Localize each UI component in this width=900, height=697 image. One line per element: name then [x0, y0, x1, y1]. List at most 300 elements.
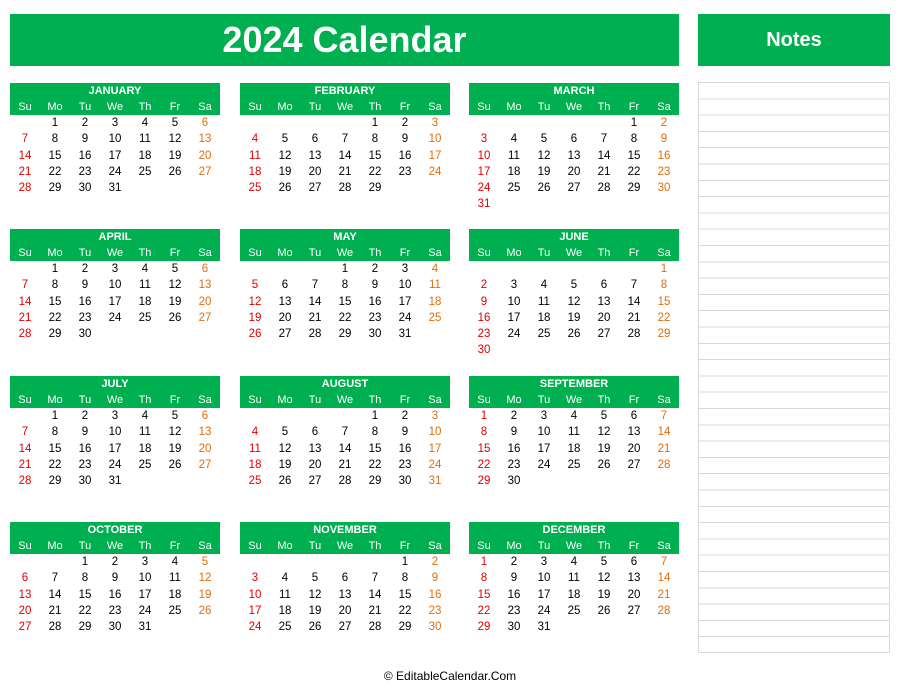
- day-cell: 22: [48, 458, 62, 471]
- day-cell: 30: [398, 475, 412, 488]
- day-cell: 19: [168, 295, 182, 308]
- weekday-label: We: [336, 540, 354, 552]
- weekday-label: Mo: [47, 247, 63, 259]
- day-cell: 21: [18, 311, 32, 324]
- weekday-label: Fr: [628, 247, 640, 259]
- week-row: [469, 326, 679, 342]
- empty-cell: [190, 326, 220, 342]
- empty-cell: [649, 342, 679, 358]
- day-cell: 22: [627, 165, 641, 178]
- day-cell: 11: [538, 295, 550, 308]
- calendar-title: 2024 Calendar: [10, 14, 679, 66]
- day-cell: 8: [630, 133, 638, 146]
- day-cell: 24: [537, 458, 551, 471]
- day-cell: 23: [477, 328, 491, 341]
- weekday-label: Th: [138, 540, 152, 552]
- day-cell: 8: [401, 572, 409, 585]
- month-name: OCTOBER: [10, 522, 220, 538]
- empty-cell: [130, 326, 160, 342]
- weekday-label: We: [336, 101, 354, 113]
- week-row: [469, 424, 679, 440]
- empty-cell: [529, 473, 559, 489]
- day-cell: 6: [311, 133, 319, 146]
- week-row: [469, 148, 679, 164]
- empty-cell: [240, 408, 270, 424]
- day-cell: 11: [139, 133, 151, 146]
- weekday-label: Tu: [308, 394, 322, 406]
- day-cell: 25: [428, 311, 442, 324]
- month-june: [469, 229, 679, 359]
- day-cell: 25: [537, 328, 551, 341]
- day-cell: 3: [431, 117, 439, 129]
- day-cell: 29: [48, 328, 62, 341]
- weekday-label: Th: [368, 394, 382, 406]
- day-cell: 10: [507, 295, 521, 308]
- empty-cell: [589, 342, 619, 358]
- weekday-label: We: [336, 247, 354, 259]
- week-row: [469, 408, 679, 424]
- week-row: [240, 473, 450, 489]
- weekday-label: Tu: [78, 394, 92, 406]
- day-cell: 27: [567, 182, 581, 195]
- weekday-label: Tu: [78, 247, 92, 259]
- day-cell: 29: [338, 328, 352, 341]
- month-february: [240, 83, 450, 196]
- month-january: [10, 83, 220, 196]
- day-cell: 2: [111, 556, 119, 568]
- day-cell: 1: [630, 117, 638, 129]
- month-name: FEBRUARY: [240, 83, 450, 99]
- week-row: [469, 342, 679, 358]
- day-cell: 9: [81, 279, 89, 292]
- day-cell: 1: [371, 410, 379, 422]
- day-cell: 29: [48, 475, 62, 488]
- week-row: [469, 570, 679, 586]
- day-cell: 22: [368, 165, 382, 178]
- month-name: DECEMBER: [469, 522, 679, 538]
- weekday-label: We: [565, 540, 583, 552]
- weekday-label: Fr: [169, 101, 181, 113]
- day-cell: 20: [597, 311, 611, 324]
- empty-cell: [10, 261, 40, 277]
- empty-cell: [420, 326, 450, 342]
- day-cell: 10: [108, 133, 122, 146]
- day-cell: 10: [537, 426, 551, 439]
- day-cell: 3: [540, 556, 548, 568]
- day-cell: 20: [338, 604, 352, 617]
- empty-cell: [160, 619, 190, 635]
- day-cell: 12: [278, 442, 292, 455]
- day-cell: 24: [108, 165, 122, 178]
- empty-cell: [270, 408, 300, 424]
- day-cell: 10: [398, 279, 412, 292]
- day-cell: 4: [251, 133, 259, 146]
- empty-cell: [589, 196, 619, 212]
- day-cell: 19: [567, 311, 581, 324]
- day-cell: 7: [21, 279, 29, 292]
- weekday-label: Th: [138, 101, 152, 113]
- week-row: [10, 457, 220, 473]
- day-cell: 31: [477, 198, 491, 211]
- day-cell: 28: [657, 604, 671, 617]
- empty-cell: [649, 196, 679, 212]
- day-cell: 16: [398, 149, 412, 162]
- day-cell: 19: [278, 165, 292, 178]
- weekday-header: [240, 538, 450, 554]
- month-march: [469, 83, 679, 213]
- weekday-label: Su: [248, 394, 262, 406]
- day-cell: 20: [198, 442, 212, 455]
- day-cell: 15: [368, 442, 382, 455]
- weekday-label: Mo: [506, 394, 522, 406]
- day-cell: 6: [600, 279, 608, 292]
- day-cell: 26: [168, 165, 182, 178]
- week-row: [469, 603, 679, 619]
- day-cell: 20: [308, 165, 322, 178]
- day-cell: 30: [78, 475, 92, 488]
- month-name: MAY: [240, 229, 450, 245]
- day-cell: 21: [48, 604, 62, 617]
- day-cell: 7: [600, 133, 608, 146]
- weekday-label: Th: [597, 101, 611, 113]
- day-cell: 6: [570, 133, 578, 146]
- empty-cell: [190, 619, 220, 635]
- day-cell: 18: [278, 604, 292, 617]
- day-cell: 23: [78, 165, 92, 178]
- day-cell: 28: [308, 328, 322, 341]
- day-cell: 13: [567, 149, 581, 162]
- day-cell: 8: [81, 572, 89, 585]
- day-cell: 23: [398, 458, 412, 471]
- day-cell: 11: [139, 279, 151, 292]
- day-cell: 18: [248, 458, 262, 471]
- empty-cell: [559, 115, 589, 131]
- empty-cell: [619, 473, 649, 489]
- day-cell: 3: [480, 133, 488, 146]
- empty-cell: [559, 619, 589, 635]
- day-cell: 2: [371, 263, 379, 275]
- empty-cell: [589, 619, 619, 635]
- day-cell: 16: [428, 588, 442, 601]
- day-cell: 16: [368, 295, 382, 308]
- day-cell: 5: [201, 556, 209, 568]
- day-cell: 4: [251, 426, 259, 439]
- day-cell: 2: [431, 556, 439, 568]
- weekday-label: Th: [597, 247, 611, 259]
- day-cell: 5: [281, 426, 289, 439]
- week-row: [240, 164, 450, 180]
- day-cell: 15: [78, 588, 92, 601]
- day-cell: 18: [248, 165, 262, 178]
- day-cell: 17: [398, 295, 412, 308]
- day-cell: 19: [308, 604, 322, 617]
- weekday-label: Su: [477, 247, 491, 259]
- week-row: [10, 554, 220, 570]
- weekday-label: Tu: [537, 394, 551, 406]
- day-cell: 2: [81, 263, 89, 275]
- empty-cell: [330, 408, 360, 424]
- empty-cell: [300, 115, 330, 131]
- weekday-label: Mo: [277, 394, 293, 406]
- weekday-label: Sa: [428, 247, 442, 259]
- month-name: SEPTEMBER: [469, 376, 679, 392]
- week-row: [10, 587, 220, 603]
- day-cell: 11: [249, 442, 261, 455]
- empty-cell: [589, 261, 619, 277]
- day-cell: 17: [507, 311, 521, 324]
- weekday-header: [469, 99, 679, 115]
- day-cell: 16: [507, 442, 521, 455]
- day-cell: 14: [627, 295, 641, 308]
- day-cell: 6: [201, 117, 209, 129]
- day-cell: 31: [537, 621, 551, 634]
- day-cell: 7: [630, 279, 638, 292]
- day-cell: 28: [597, 182, 611, 195]
- day-cell: 17: [477, 165, 491, 178]
- empty-cell: [300, 408, 330, 424]
- day-cell: 6: [311, 426, 319, 439]
- day-cell: 30: [78, 328, 92, 341]
- weekday-label: Tu: [308, 247, 322, 259]
- day-cell: 23: [78, 458, 92, 471]
- month-name: JANUARY: [10, 83, 220, 99]
- weekday-label: Fr: [628, 101, 640, 113]
- day-cell: 1: [480, 410, 488, 422]
- day-cell: 10: [537, 572, 551, 585]
- empty-cell: [529, 342, 559, 358]
- day-cell: 1: [51, 263, 59, 275]
- day-cell: 29: [78, 621, 92, 634]
- day-cell: 11: [568, 572, 580, 585]
- day-cell: 21: [338, 165, 352, 178]
- month-name: AUGUST: [240, 376, 450, 392]
- empty-cell: [10, 554, 40, 570]
- day-cell: 24: [428, 165, 442, 178]
- day-cell: 15: [657, 295, 671, 308]
- day-cell: 27: [198, 165, 212, 178]
- week-row: [469, 164, 679, 180]
- day-cell: 17: [537, 588, 551, 601]
- day-cell: 2: [401, 410, 409, 422]
- weekday-label: Sa: [198, 394, 212, 406]
- empty-cell: [619, 261, 649, 277]
- day-cell: 5: [171, 117, 179, 129]
- empty-cell: [240, 115, 270, 131]
- day-cell: 11: [508, 149, 520, 162]
- empty-cell: [130, 180, 160, 196]
- day-cell: 21: [597, 165, 611, 178]
- day-cell: 30: [108, 621, 122, 634]
- week-row: [240, 131, 450, 147]
- day-cell: 5: [600, 556, 608, 568]
- empty-cell: [469, 115, 499, 131]
- day-cell: 24: [398, 311, 412, 324]
- day-cell: 20: [627, 442, 641, 455]
- day-cell: 8: [51, 133, 59, 146]
- day-cell: 18: [507, 165, 521, 178]
- day-cell: 21: [18, 165, 32, 178]
- empty-cell: [619, 342, 649, 358]
- week-row: [240, 603, 450, 619]
- day-cell: 13: [198, 426, 212, 439]
- weekday-label: Mo: [47, 394, 63, 406]
- day-cell: 27: [308, 182, 322, 195]
- weekday-header: [240, 99, 450, 115]
- day-cell: 19: [168, 442, 182, 455]
- day-cell: 20: [18, 604, 32, 617]
- day-cell: 14: [657, 426, 671, 439]
- day-cell: 9: [660, 133, 668, 146]
- week-row: [469, 261, 679, 277]
- day-cell: 2: [401, 117, 409, 129]
- week-row: [240, 457, 450, 473]
- day-cell: 12: [597, 572, 611, 585]
- day-cell: 6: [341, 572, 349, 585]
- weekday-label: Sa: [428, 394, 442, 406]
- week-row: [240, 570, 450, 586]
- day-cell: 16: [108, 588, 122, 601]
- day-cell: 14: [338, 149, 352, 162]
- day-cell: 26: [168, 458, 182, 471]
- weekday-header: [469, 538, 679, 554]
- day-cell: 18: [138, 149, 152, 162]
- day-cell: 1: [401, 556, 409, 568]
- weekday-header: [10, 99, 220, 115]
- day-cell: 25: [168, 604, 182, 617]
- notes-area[interactable]: [698, 82, 890, 653]
- day-cell: 26: [537, 182, 551, 195]
- day-cell: 28: [368, 621, 382, 634]
- day-cell: 19: [537, 165, 551, 178]
- week-row: [240, 587, 450, 603]
- weekday-label: Th: [597, 540, 611, 552]
- day-cell: 17: [138, 588, 152, 601]
- day-cell: 30: [507, 621, 521, 634]
- week-row: [10, 131, 220, 147]
- weekday-label: Mo: [277, 540, 293, 552]
- week-row: [240, 148, 450, 164]
- week-row: [469, 457, 679, 473]
- day-cell: 1: [51, 410, 59, 422]
- empty-cell: [270, 554, 300, 570]
- day-cell: 4: [281, 572, 289, 585]
- day-cell: 7: [341, 426, 349, 439]
- day-cell: 11: [139, 426, 151, 439]
- day-cell: 21: [657, 442, 671, 455]
- day-cell: 13: [597, 295, 611, 308]
- week-row: [10, 570, 220, 586]
- day-cell: 27: [198, 311, 212, 324]
- day-cell: 26: [278, 475, 292, 488]
- day-cell: 1: [81, 556, 89, 568]
- day-cell: 8: [480, 426, 488, 439]
- empty-cell: [130, 473, 160, 489]
- day-cell: 18: [537, 311, 551, 324]
- weekday-label: Su: [248, 247, 262, 259]
- empty-cell: [619, 196, 649, 212]
- day-cell: 18: [138, 442, 152, 455]
- day-cell: 5: [171, 263, 179, 275]
- weekday-label: Fr: [628, 394, 640, 406]
- empty-cell: [240, 554, 270, 570]
- weekday-label: Su: [248, 540, 262, 552]
- week-row: [240, 277, 450, 293]
- day-cell: 15: [398, 588, 412, 601]
- day-cell: 14: [338, 442, 352, 455]
- day-cell: 25: [567, 604, 581, 617]
- day-cell: 16: [657, 149, 671, 162]
- week-row: [10, 164, 220, 180]
- day-cell: 16: [78, 295, 92, 308]
- weekday-label: Fr: [399, 540, 411, 552]
- weekday-label: Su: [477, 394, 491, 406]
- day-cell: 25: [138, 165, 152, 178]
- empty-cell: [649, 619, 679, 635]
- weekday-label: Fr: [169, 247, 181, 259]
- empty-cell: [529, 196, 559, 212]
- day-cell: 27: [198, 458, 212, 471]
- day-cell: 16: [398, 442, 412, 455]
- day-cell: 17: [248, 604, 262, 617]
- day-cell: 9: [510, 426, 518, 439]
- month-april: [10, 229, 220, 342]
- weekday-label: We: [106, 540, 124, 552]
- empty-cell: [300, 554, 330, 570]
- day-cell: 20: [627, 588, 641, 601]
- weekday-header: [469, 245, 679, 261]
- weekday-label: Th: [597, 394, 611, 406]
- day-cell: 23: [368, 311, 382, 324]
- weekday-label: Tu: [78, 540, 92, 552]
- day-cell: 17: [428, 442, 442, 455]
- day-cell: 15: [48, 442, 62, 455]
- day-cell: 22: [477, 458, 491, 471]
- weekday-label: Su: [18, 101, 32, 113]
- week-row: [469, 619, 679, 635]
- day-cell: 2: [510, 410, 518, 422]
- day-cell: 14: [18, 442, 32, 455]
- empty-cell: [529, 115, 559, 131]
- day-cell: 7: [21, 133, 29, 146]
- day-cell: 6: [630, 556, 638, 568]
- empty-cell: [10, 408, 40, 424]
- day-cell: 22: [368, 458, 382, 471]
- day-cell: 8: [371, 133, 379, 146]
- day-cell: 18: [428, 295, 442, 308]
- day-cell: 29: [657, 328, 671, 341]
- day-cell: 28: [338, 182, 352, 195]
- day-cell: 3: [510, 279, 518, 292]
- day-cell: 17: [108, 149, 122, 162]
- empty-cell: [160, 473, 190, 489]
- day-cell: 3: [431, 410, 439, 422]
- day-cell: 25: [138, 458, 152, 471]
- weekday-header: [469, 392, 679, 408]
- day-cell: 25: [248, 182, 262, 195]
- week-row: [469, 294, 679, 310]
- month-name: APRIL: [10, 229, 220, 245]
- week-row: [469, 131, 679, 147]
- weekday-label: Mo: [506, 247, 522, 259]
- month-august: [240, 376, 450, 489]
- weekday-label: Fr: [399, 101, 411, 113]
- weekday-label: Sa: [428, 540, 442, 552]
- weekday-label: Tu: [537, 540, 551, 552]
- weekday-label: Fr: [628, 540, 640, 552]
- day-cell: 22: [398, 604, 412, 617]
- day-cell: 16: [507, 588, 521, 601]
- weekday-label: Th: [368, 247, 382, 259]
